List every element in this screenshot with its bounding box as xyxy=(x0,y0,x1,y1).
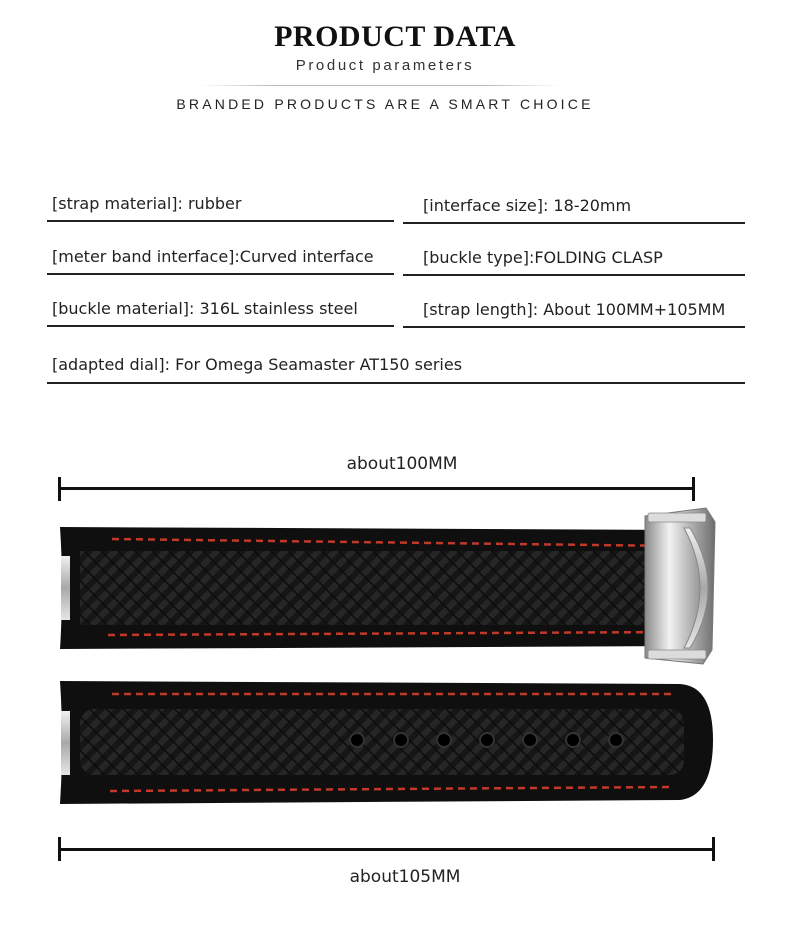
dimension-label-top: about100MM xyxy=(346,454,458,474)
strap-bottom xyxy=(60,681,713,804)
dimension-label-bottom: about105MM xyxy=(349,867,461,887)
spec-adapted-dial: [adapted dial]: For Omega Seamaster AT150 series xyxy=(47,346,745,384)
spec-strap-material: [strap material]: rubber xyxy=(47,186,394,222)
dimension-tick-bottom-right xyxy=(712,837,715,861)
spec-strap-length: [strap length]: About 100MM+105MM xyxy=(403,292,745,328)
spec-interface-size: [interface size]: 18-20mm xyxy=(403,188,745,224)
dimension-line-bottom xyxy=(59,848,714,851)
dimension-tick-bottom-left xyxy=(58,837,61,861)
spec-buckle-material: [buckle material]: 316L stainless steel xyxy=(47,291,394,327)
page-title: PRODUCT DATA xyxy=(274,20,516,53)
tagline: BRANDED PRODUCTS ARE A SMART CHOICE xyxy=(176,96,594,112)
folding-clasp xyxy=(645,508,715,664)
spec-buckle-type: [buckle type]:FOLDING CLASP xyxy=(403,240,745,276)
page-subtitle: Product parameters xyxy=(295,57,475,74)
spec-meter-band-interface: [meter band interface]:Curved interface xyxy=(47,239,394,275)
strap-top xyxy=(60,527,690,649)
